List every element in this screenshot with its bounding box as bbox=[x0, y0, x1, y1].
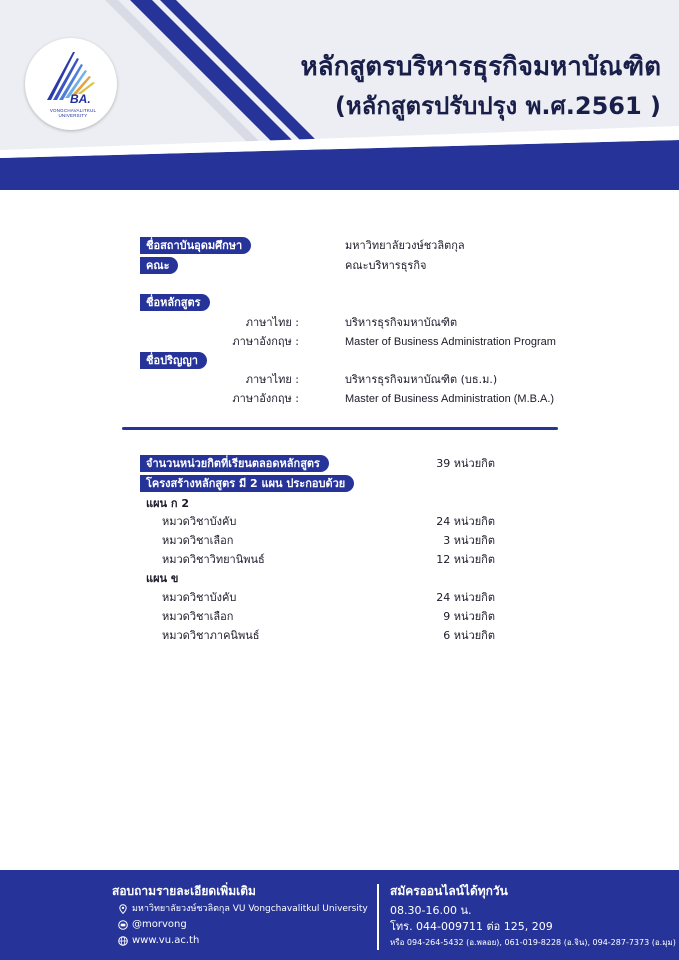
header-banner bbox=[0, 0, 679, 190]
university-logo bbox=[25, 38, 117, 130]
plan-b-required-label: หมวดวิชาบังคับ bbox=[162, 591, 237, 604]
logo-university-name: VONGCHAVALITKUL UNIVERSITY bbox=[49, 108, 97, 118]
plan-a2-title: แผน ก 2 bbox=[146, 497, 190, 510]
page-subtitle: (หลักสูตรปรับปรุง พ.ศ.2561 ) bbox=[334, 92, 661, 120]
section-divider bbox=[122, 427, 558, 430]
plan-a2-required-label: หมวดวิชาบังคับ bbox=[162, 515, 237, 528]
address-row bbox=[118, 903, 368, 915]
website-link[interactable]: www.vu.ac.th bbox=[132, 935, 200, 946]
office-hours: 08.30-16.00 น. bbox=[390, 904, 472, 917]
phone-number[interactable]: โทร. 044-009711 ต่อ 125, 209 bbox=[390, 920, 553, 933]
program-english-value: Master of Business Administration Program bbox=[345, 336, 556, 348]
footer-contact-bar bbox=[0, 870, 679, 960]
line-id-text[interactable]: @morvong bbox=[132, 919, 187, 930]
inquiry-title: สอบถามรายละเอียดเพิ่มเติม bbox=[112, 884, 256, 898]
line-row bbox=[118, 919, 187, 931]
plan-b-elective-label: หมวดวิชาเลือก bbox=[162, 610, 234, 623]
logo-initials: BA. bbox=[70, 92, 91, 106]
plan-a2-thesis-label: หมวดวิชาวิทยานิพนธ์ bbox=[162, 553, 265, 566]
degree-english-label: ภาษาอังกฤษ : bbox=[232, 392, 299, 405]
program-label: ชื่อหลักสูตร bbox=[140, 294, 210, 311]
plan-a2-required-value: 24 หน่วยกิต bbox=[436, 515, 495, 528]
total-credits-label: จำนวนหน่วยกิตที่เรียนตลอดหลักสูตร bbox=[140, 455, 329, 472]
plan-b-required-value: 24 หน่วยกิต bbox=[436, 591, 495, 604]
program-thai-value: บริหารธุรกิจมหาบัณฑิต bbox=[345, 316, 458, 329]
degree-english-value: Master of Business Administration (M.B.A.) bbox=[345, 393, 555, 405]
institution-value: มหาวิทยาลัยวงษ์ชวลิตกุล bbox=[345, 239, 465, 252]
total-credits-value: 39 หน่วยกิต bbox=[436, 457, 495, 470]
plan-a2-elective-label: หมวดวิชาเลือก bbox=[162, 534, 234, 547]
degree-label: ชื่อปริญญา bbox=[140, 352, 207, 369]
alternate-phone-numbers[interactable]: หรือ 094-264-5432 (อ.พลอย), 061-019-8228 (อ.จิน), 094-287-7373 (อ.มุม) bbox=[390, 938, 676, 947]
faculty-label: คณะ bbox=[140, 257, 178, 274]
structure-label: โครงสร้างหลักสูตร มี 2 แผน ประกอบด้วย bbox=[140, 475, 354, 492]
plan-a2-elective-value: 3 หน่วยกิต bbox=[443, 534, 495, 547]
plan-b-elective-value: 9 หน่วยกิต bbox=[443, 610, 495, 623]
plan-b-independent-study-label: หมวดวิชาภาคนิพนธ์ bbox=[162, 629, 260, 642]
page-title: หลักสูตรบริหารธุรกิจมหาบัณฑิต bbox=[300, 52, 661, 82]
footer-separator bbox=[377, 884, 379, 950]
faculty-value: คณะบริหารธุรกิจ bbox=[345, 259, 427, 272]
apply-title: สมัครออนไลน์ได้ทุกวัน bbox=[390, 884, 508, 898]
plan-b-independent-study-value: 6 หน่วยกิต bbox=[443, 629, 495, 642]
location-icon bbox=[118, 904, 128, 914]
degree-thai-label: ภาษาไทย : bbox=[245, 373, 299, 386]
website-row bbox=[118, 935, 199, 947]
plan-a2-thesis-value: 12 หน่วยกิต bbox=[436, 553, 495, 566]
program-thai-label: ภาษาไทย : bbox=[245, 316, 299, 329]
degree-thai-value: บริหารธุรกิจมหาบัณฑิต (บธ.ม.) bbox=[345, 373, 498, 386]
globe-icon bbox=[118, 936, 128, 946]
line-icon bbox=[118, 920, 128, 930]
address-text: มหาวิทยาลัยวงษ์ชวลิตกุล VU Vongchavalitkul University bbox=[132, 904, 368, 914]
plan-b-title: แผน ข bbox=[146, 572, 179, 585]
institution-label: ชื่อสถาบันอุดมศึกษา bbox=[140, 237, 251, 254]
program-english-label: ภาษาอังกฤษ : bbox=[232, 335, 299, 348]
